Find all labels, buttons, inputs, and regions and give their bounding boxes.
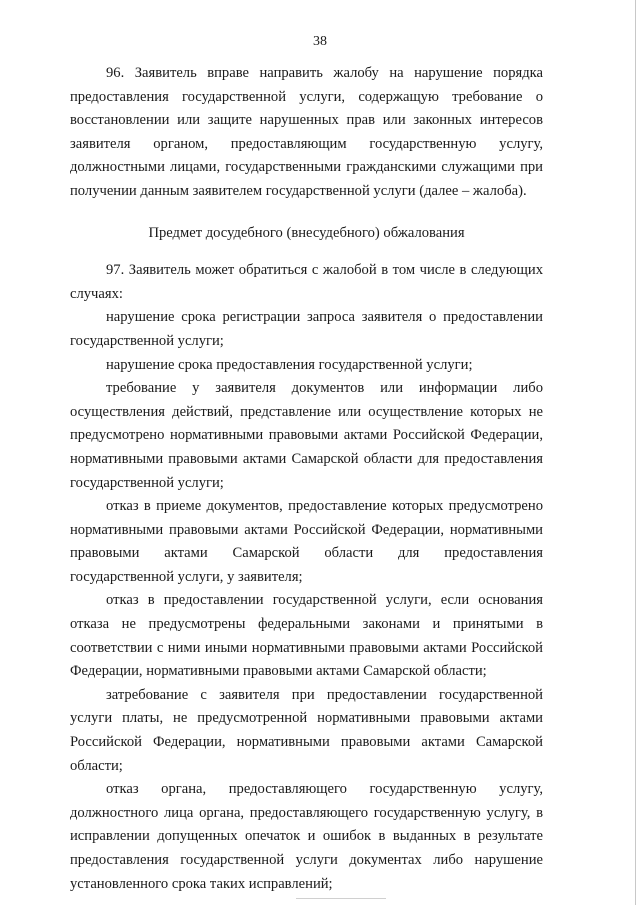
page-number: 38 xyxy=(313,34,327,49)
list-item: нарушение срока регистрации запроса заявителя о предоставлении государственной услуги; xyxy=(70,309,543,349)
paragraph-97: 97. Заявитель может обратиться с жалобой в том числе в следующих случаях: xyxy=(70,262,543,302)
list-item: нарушение срока предоставления государственной услуги; xyxy=(106,356,473,373)
list-item: отказ в приеме документов, предоставление которых предусмотрено нормативными правовыми актами Российской Федерации, нормативными правовыми актами Самарской области для предоставления государственной услуги, у заявителя; xyxy=(70,498,543,585)
section-heading: Предмет досудебного (внесудебного) обжалования xyxy=(148,224,465,241)
document-body xyxy=(70,62,543,896)
list-item: отказ органа, предоставляющего государственную услугу, должностного лица органа, предоставляющего государственную услугу, в исправлении допущенных опечаток и ошибок в выданных в результате предоставления государственной услуги документах либо нарушение установленного срока таких исправлений; xyxy=(70,781,543,892)
list-item: требование у заявителя документов или информации либо осуществления действий, представление или осуществление которых не предусмотрено нормативными правовыми актами Российской Федерации, нормативными правовыми актами Самарской области для предоставления государственной услуги; xyxy=(70,380,543,491)
list-item: отказ в предоставлении государственной услуги, если основания отказа не предусмотрены федеральными законами и принятыми в соответствии с ними иными нормативными правовыми актами Российской Федерации, нормативными правовыми актами Самарской области; xyxy=(70,592,543,680)
list-item: затребование с заявителя при предоставлении государственной услуги платы, не предусмотренной нормативными правовыми актами Российской Федерации, нормативными правовыми актами Самарской области; xyxy=(70,686,543,774)
scan-bottom-mark xyxy=(296,898,386,899)
scan-edge-line xyxy=(635,0,636,905)
paragraph-96: 96. Заявитель вправе направить жалобу на нарушение порядка предоставления государственной услуги, содержащую требование о восстановлении или защите нарушенных прав или законных интересов заявителя органом, предоставляющим государственную услугу, должностными лицами, государственными гражданскими служащими при получении данным заявителем государственной услуги (далее – жалоба). xyxy=(70,65,543,199)
